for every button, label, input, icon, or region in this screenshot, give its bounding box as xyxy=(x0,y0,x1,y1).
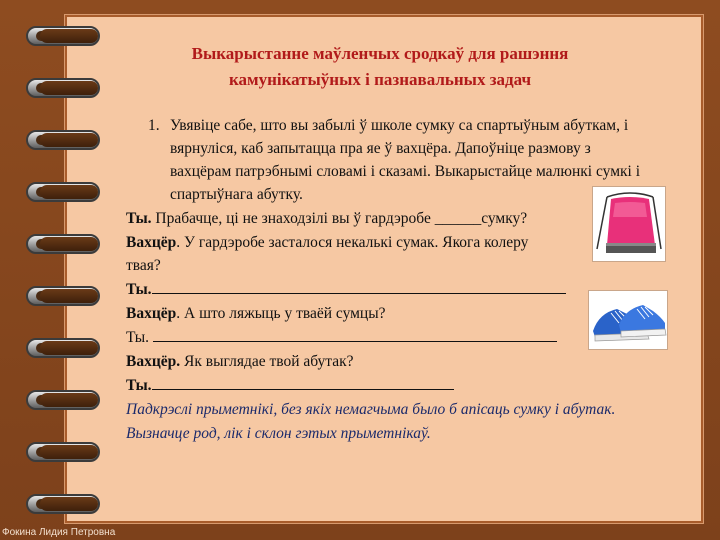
instruction-line: Падкрэслі прыметнікі, без якіх немагчыма было б апісаць сумку і абутак. xyxy=(126,401,616,418)
spiral-ring-icon xyxy=(26,26,100,46)
author-credit: Фокина Лидия Петровна xyxy=(2,527,116,538)
spiral-ring-icon xyxy=(26,338,100,358)
answer-blank[interactable] xyxy=(153,328,557,342)
speaker-vakhtsior: Вахцёр xyxy=(126,305,177,322)
dialog-line-vakhtsior-2: Вахцёр. А што ляжыць у тваёй сумцы? xyxy=(126,305,386,322)
spiral-ring-icon xyxy=(26,234,100,254)
task-line: спартыўнага абутку. xyxy=(170,186,303,203)
dialog-line-vakhtsior-1-cont: твая? xyxy=(126,257,161,274)
dialog-line-ty-1: Ты. Прабачце, ці не знаходзілі вы ў гардэробе ______сумку? xyxy=(126,210,528,227)
sneaker-image xyxy=(588,290,668,350)
page-title-line-1: Выкарыстанне маўленчых сродкаў для рашэння xyxy=(191,44,569,63)
speaker-ty: Ты. xyxy=(126,281,152,298)
bag-image xyxy=(592,186,666,262)
spiral-ring-icon xyxy=(26,286,100,306)
dialog-line-ty-2 xyxy=(126,278,566,301)
answer-blank[interactable] xyxy=(152,376,454,390)
dialog-line-vakhtsior-3: Вахцёр. Як выглядае твой абутак? xyxy=(126,353,354,370)
dialog-line-vakhtsior-1: Вахцёр. У гардэробе засталося некалькі сумак. Якога колеру xyxy=(126,234,529,251)
speaker-ty: Ты. xyxy=(126,329,153,346)
spiral-ring-icon xyxy=(26,182,100,202)
spiral-ring-icon xyxy=(26,442,100,462)
page-title-line-2: камунікатыўных і пазнавальных задач xyxy=(228,70,532,89)
answer-blank[interactable]: ______ xyxy=(434,210,482,227)
speaker-vakhtsior: Вахцёр xyxy=(126,234,177,251)
instruction-line: Вызначце род, лік і склон гэтых прыметнікаў. xyxy=(126,425,431,442)
speaker-ty: Ты. xyxy=(126,210,152,227)
spiral-ring-icon xyxy=(26,390,100,410)
task-number: 1. xyxy=(148,117,160,134)
task-line: Увявіце сабе, што вы забылі ў школе сумку са спартыўным абуткам, і xyxy=(170,117,629,134)
task-line: вахцёрам патрэбнымі словамі і сказамі. Выкарыстайце малюнкі сумкі і xyxy=(170,163,641,180)
speaker-ty: Ты. xyxy=(126,377,152,394)
spiral-ring-icon xyxy=(26,130,100,150)
dialog-line-ty-3 xyxy=(126,326,557,349)
task-line: вярнуліся, каб запытацца пра яе ў вахцёра. Дапоўніце размову з xyxy=(170,140,591,157)
dialog-line-ty-4 xyxy=(126,374,454,397)
answer-blank[interactable] xyxy=(152,280,566,294)
spiral-ring-icon xyxy=(26,78,100,98)
speaker-vakhtsior: Вахцёр. xyxy=(126,353,181,370)
spiral-ring-icon xyxy=(26,494,100,514)
